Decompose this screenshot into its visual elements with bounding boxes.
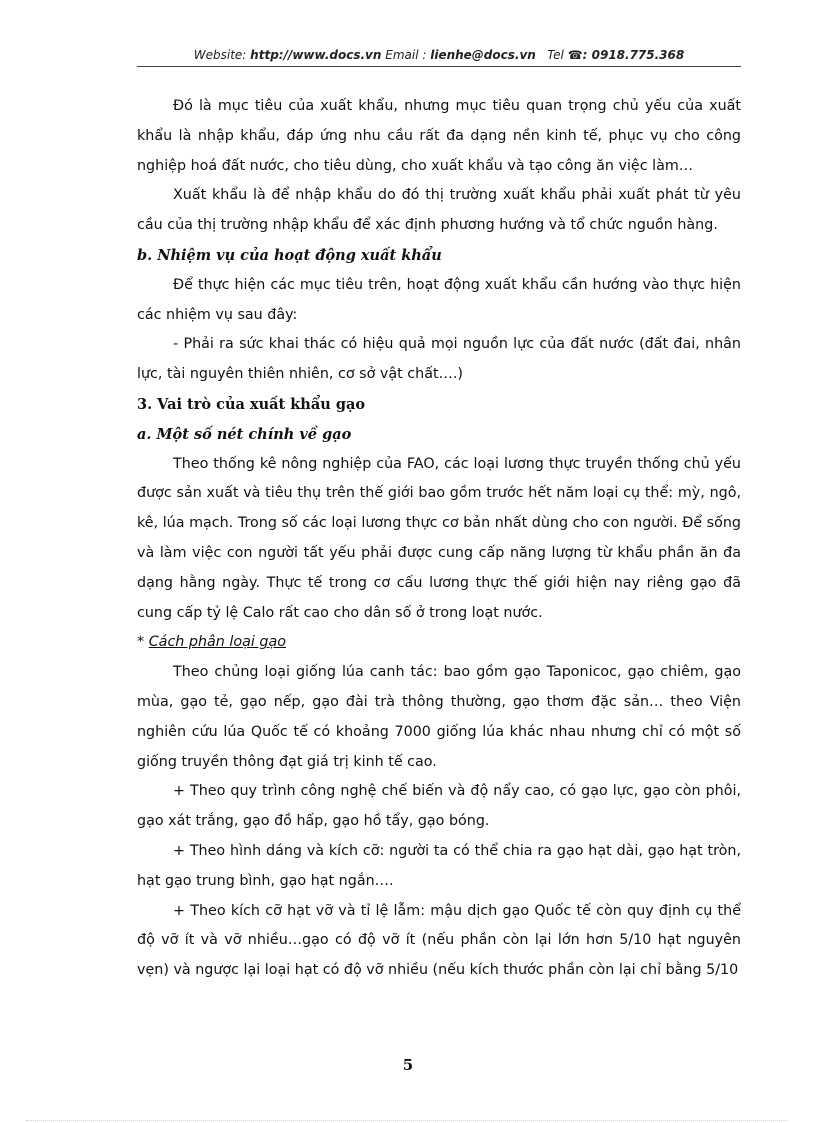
- subheading-cach-phan-loai: [137, 628, 741, 658]
- document-body: [137, 92, 741, 986]
- subheading-text: Cách phân loại gạo: [148, 634, 286, 651]
- paragraph-3: Để thực hiện các mục tiêu trên, hoạt động xuất khẩu cần hướng vào thực hiện các nhiệm vụ sau đây:: [137, 276, 741, 323]
- header-rule: [137, 66, 741, 67]
- paragraph-6: Theo chủng loại giống lúa canh tác: bao gồm gạo Taponicoc, gạo chiêm, gạo mùa, gạo tẻ, gạo nếp, gạo đài trà thông thường, gạo thơm đặc sản… theo Viện nghiên cứu lúa Quốc tế có khoảng 7000 giống lúa khác nhau nhưng chỉ có một số giống truyền thông đạt giá trị kinh tế cao.: [137, 664, 741, 770]
- email-label: Email :: [385, 48, 427, 62]
- website-label: Website:: [193, 48, 247, 62]
- paragraph-2: Xuất khẩu là để nhập khẩu do đó thị trường xuất khẩu phải xuất phát từ yêu cầu của thị trường nhập khẩu để xác định phương hướng và tổ chức nguồn hàng.: [137, 187, 741, 234]
- email-value[interactable]: lienhe@docs.vn: [430, 48, 536, 62]
- paragraph-1: Đó là mục tiêu của xuất khẩu, nhưng mục tiêu quan trọng chủ yếu của xuất khẩu là nhập khẩu, đáp ứng nhu cầu rất đa dạng nền kinh tế, phục vụ cho công nghiệp hoá đất nước, cho tiêu dùng, cho xuất khẩu và tạo công ăn việc làm…: [137, 98, 741, 174]
- heading-3-vai-tro: 3. Vai trò của xuất khẩu gạo: [137, 395, 366, 413]
- bullet-star: *: [137, 634, 149, 651]
- page-bottom-divider: [26, 1120, 788, 1121]
- paragraph-5: Theo thống kê nông nghiệp của FAO, các loại lương thực truyền thống chủ yếu được sản xuất và tiêu thụ trên thế giới bao gồm trước hết năm loại cụ thể: mỳ, ngô, kê, lúa mạch. Trong số các loại lương thực cơ bản nhất dùng cho con người. Để sống và làm việc con người tất yếu phải được cung cấp năng lượng từ khẩu phần ăn đa dạng hằng ngày. Thực tế trong cơ cấu lương thực thế giới hiện nay riêng gạo đã cung cấp tỷ lệ Calo rất cao cho dân số ở trong loạt nước.: [137, 455, 741, 621]
- paragraph-9: + Theo kích cỡ hạt vỡ và tỉ lệ lẫm: mậu dịch gạo Quốc tế còn quy định cụ thể độ vỡ ít và vỡ nhiều…gạo có độ vỡ ít (nếu phần còn lại lớn hơn 5/10 hạt nguyên vẹn) và ngược lại loại hạt có độ vỡ nhiều (nếu kích thước phần còn lại chỉ bằng 5/10: [137, 902, 741, 979]
- page-number: 5: [402, 1056, 414, 1074]
- tel-value: : 0918.775.368: [582, 48, 685, 62]
- heading-b-nhiem-vu: b. Nhiệm vụ của hoạt động xuất khẩu: [137, 246, 442, 264]
- phone-icon: ☎: [567, 48, 583, 62]
- paragraph-7: + Theo quy trình công nghệ chế biến và độ nẩy cao, có gạo lực, gạo còn phôi, gạo xát trắng, gạo đồ hấp, gạo hồ tẩy, gạo bóng.: [137, 783, 741, 830]
- heading-a-mot-so-net: a. Một số nét chính về gạo: [137, 425, 352, 443]
- website-url[interactable]: http://www.docs.vn: [250, 48, 382, 62]
- tel-label: Tel: [547, 48, 564, 62]
- paragraph-4: - Phải ra sức khai thác có hiệu quả mọi nguồn lực của đất nước (đất đai, nhân lực, tài nguyên thiên nhiên, cơ sở vật chất….): [137, 336, 741, 383]
- paragraph-8: + Theo hình dáng và kích cỡ: người ta có thể chia ra gạo hạt dài, gạo hạt tròn, hạt gạo trung bình, gạo hạt ngắn….: [137, 842, 741, 889]
- page-header: [137, 48, 741, 62]
